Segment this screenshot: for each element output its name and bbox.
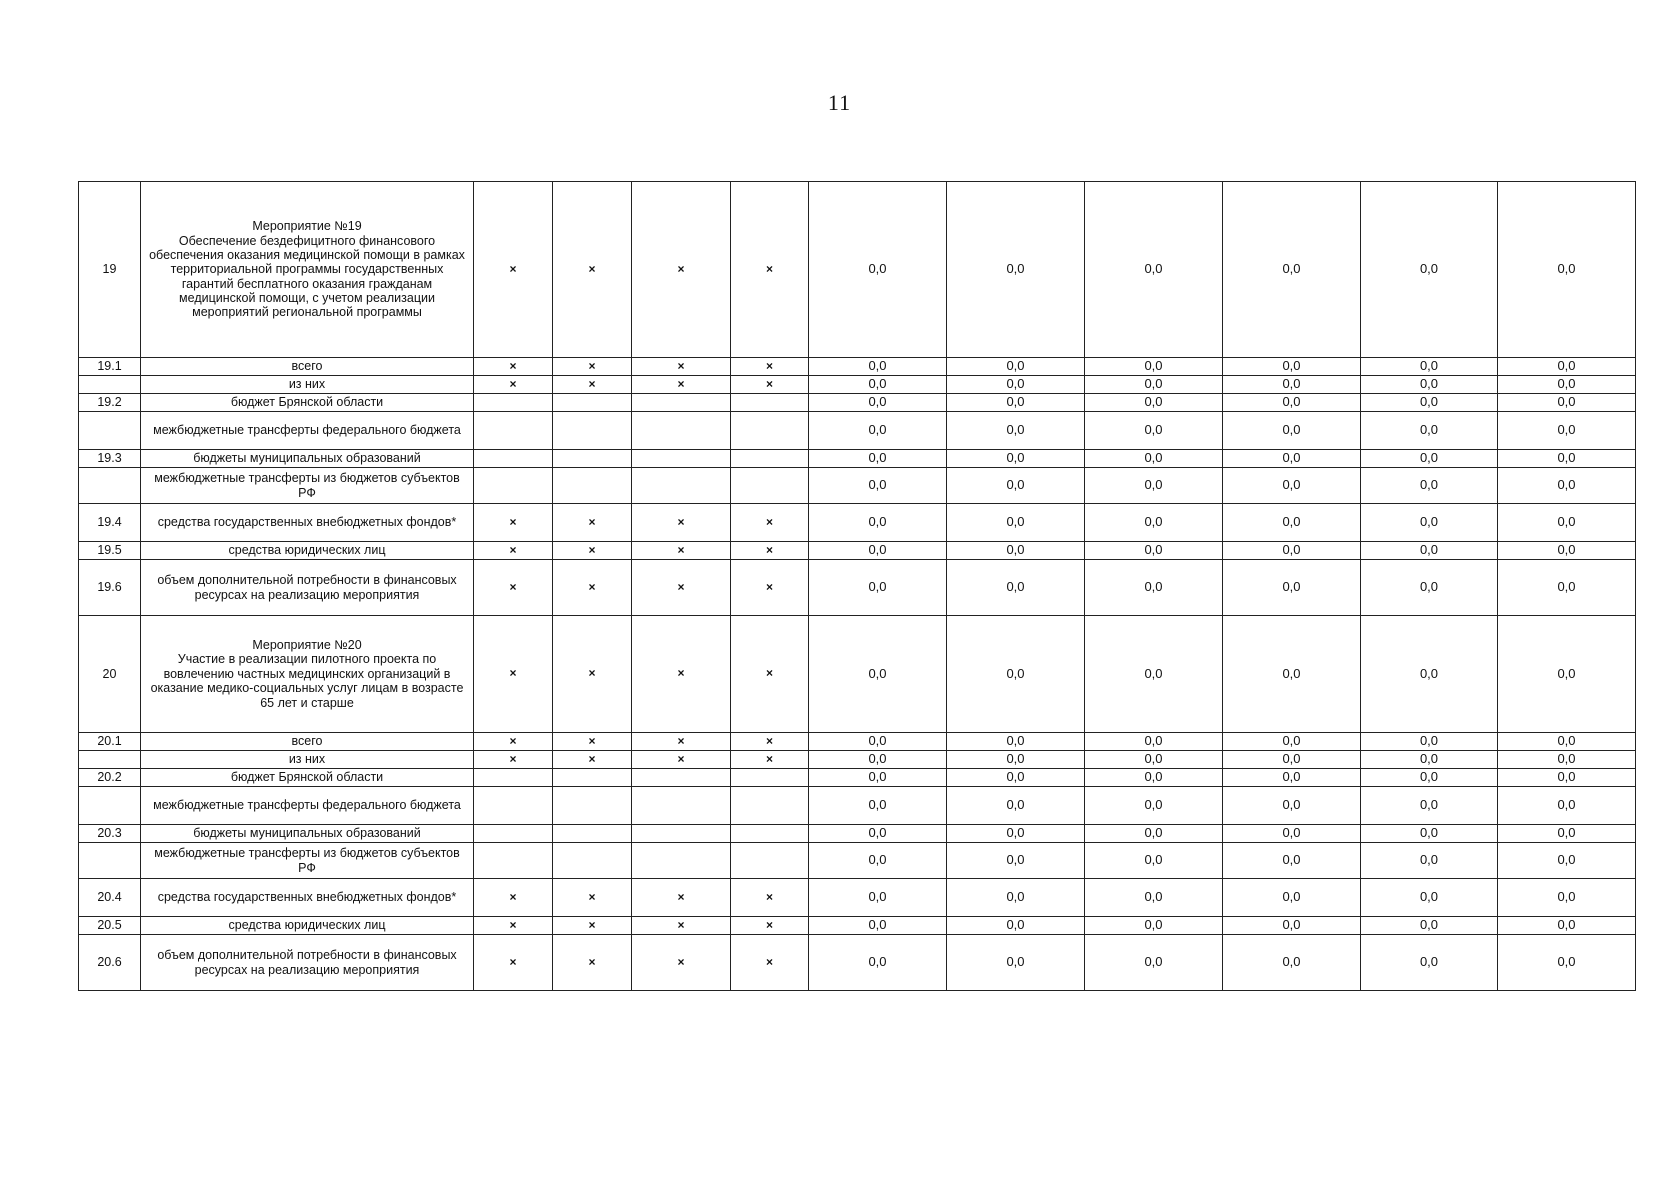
mark-cell: [553, 450, 632, 468]
value-cell: 0,0: [1085, 560, 1223, 616]
value-cell: 0,0: [1498, 560, 1636, 616]
mark-cell: ×: [632, 751, 731, 769]
measure-title: [141, 616, 474, 733]
value-cell: 0,0: [1223, 504, 1361, 542]
row-label: из них: [141, 751, 474, 769]
table-row: [79, 787, 1636, 825]
row-label: средства юридических лиц: [141, 917, 474, 935]
row-code: 20.6: [79, 935, 141, 991]
value-cell: 0,0: [1498, 935, 1636, 991]
value-cell: 0,0: [809, 450, 947, 468]
row-code: 20.2: [79, 769, 141, 787]
mark-cell: ×: [731, 879, 809, 917]
mark-cell: ×: [474, 542, 553, 560]
budget-table-body: [79, 182, 1636, 991]
value-cell: 0,0: [1361, 751, 1498, 769]
value-cell: 0,0: [947, 450, 1085, 468]
value-cell: 0,0: [1223, 542, 1361, 560]
mark-cell: ×: [553, 504, 632, 542]
value-cell: 0,0: [1223, 468, 1361, 504]
table-row: [79, 450, 1636, 468]
value-cell: 0,0: [1361, 843, 1498, 879]
value-cell: 0,0: [1361, 825, 1498, 843]
value-cell: 0,0: [947, 787, 1085, 825]
value-cell: 0,0: [1498, 542, 1636, 560]
value-cell: 0,0: [947, 825, 1085, 843]
value-cell: 0,0: [1498, 412, 1636, 450]
value-cell: 0,0: [1223, 560, 1361, 616]
row-label: бюджеты муниципальных образований: [141, 825, 474, 843]
value-cell: 0,0: [809, 825, 947, 843]
value-cell: 0,0: [1085, 412, 1223, 450]
mark-cell: ×: [731, 560, 809, 616]
value-cell: 0,0: [1223, 843, 1361, 879]
value-cell: 0,0: [1223, 358, 1361, 376]
mark-cell: ×: [474, 616, 553, 733]
row-label: средства юридических лиц: [141, 542, 474, 560]
value-cell: 0,0: [1085, 879, 1223, 917]
value-cell: 0,0: [947, 504, 1085, 542]
value-cell: 0,0: [947, 616, 1085, 733]
value-cell: 0,0: [809, 787, 947, 825]
mark-cell: [474, 825, 553, 843]
mark-cell: ×: [474, 917, 553, 935]
value-cell: 0,0: [1361, 616, 1498, 733]
value-cell: 0,0: [947, 769, 1085, 787]
row-code: 19: [79, 182, 141, 358]
value-cell: 0,0: [947, 935, 1085, 991]
value-cell: 0,0: [947, 376, 1085, 394]
value-cell: 0,0: [1223, 412, 1361, 450]
value-cell: 0,0: [947, 917, 1085, 935]
mark-cell: ×: [553, 917, 632, 935]
value-cell: 0,0: [1085, 751, 1223, 769]
row-code: 19.4: [79, 504, 141, 542]
mark-cell: ×: [553, 560, 632, 616]
budget-table: [78, 181, 1636, 991]
value-cell: 0,0: [1498, 787, 1636, 825]
mark-cell: [474, 450, 553, 468]
mark-cell: ×: [474, 376, 553, 394]
value-cell: 0,0: [1498, 733, 1636, 751]
value-cell: 0,0: [1361, 450, 1498, 468]
table-row: [79, 733, 1636, 751]
table-row: [79, 751, 1636, 769]
mark-cell: ×: [553, 879, 632, 917]
value-cell: 0,0: [809, 542, 947, 560]
row-code: 19.3: [79, 450, 141, 468]
mark-cell: ×: [553, 935, 632, 991]
mark-cell: [632, 394, 731, 412]
value-cell: 0,0: [1361, 468, 1498, 504]
mark-cell: ×: [731, 616, 809, 733]
table-row: [79, 412, 1636, 450]
value-cell: 0,0: [1498, 394, 1636, 412]
value-cell: 0,0: [809, 394, 947, 412]
measure-description: Участие в реализации пилотного проекта по вовлечению частных медицинских организаций в оказание медико-социальных услуг лицам в возрасте 65 лет и старше: [150, 652, 464, 710]
value-cell: 0,0: [1498, 879, 1636, 917]
mark-cell: ×: [474, 879, 553, 917]
row-code: [79, 843, 141, 879]
table-row: [79, 843, 1636, 879]
mark-cell: ×: [474, 751, 553, 769]
value-cell: 0,0: [1223, 733, 1361, 751]
value-cell: 0,0: [809, 935, 947, 991]
row-label: объем дополнительной потребности в финансовых ресурсах на реализацию мероприятия: [141, 935, 474, 991]
table-row: [79, 616, 1636, 733]
value-cell: 0,0: [947, 542, 1085, 560]
value-cell: 0,0: [809, 843, 947, 879]
value-cell: 0,0: [1223, 394, 1361, 412]
value-cell: 0,0: [1498, 843, 1636, 879]
mark-cell: [553, 769, 632, 787]
table-row: [79, 935, 1636, 991]
value-cell: 0,0: [1085, 450, 1223, 468]
row-label: межбюджетные трансферты из бюджетов субъектов РФ: [141, 468, 474, 504]
row-code: [79, 751, 141, 769]
row-label: средства государственных внебюджетных фондов*: [141, 879, 474, 917]
table-row: [79, 560, 1636, 616]
mark-cell: ×: [632, 376, 731, 394]
mark-cell: ×: [553, 733, 632, 751]
mark-cell: ×: [553, 751, 632, 769]
mark-cell: [731, 412, 809, 450]
value-cell: 0,0: [1498, 504, 1636, 542]
row-code: [79, 787, 141, 825]
row-label: бюджет Брянской области: [141, 394, 474, 412]
row-label: средства государственных внебюджетных фондов*: [141, 504, 474, 542]
value-cell: 0,0: [1498, 825, 1636, 843]
value-cell: 0,0: [1085, 358, 1223, 376]
value-cell: 0,0: [809, 560, 947, 616]
value-cell: 0,0: [1498, 376, 1636, 394]
row-code: 20.4: [79, 879, 141, 917]
row-code: 20.5: [79, 917, 141, 935]
mark-cell: [553, 468, 632, 504]
mark-cell: ×: [632, 358, 731, 376]
mark-cell: ×: [474, 182, 553, 358]
mark-cell: [474, 394, 553, 412]
value-cell: 0,0: [1361, 394, 1498, 412]
mark-cell: [474, 843, 553, 879]
value-cell: 0,0: [1361, 787, 1498, 825]
mark-cell: [474, 468, 553, 504]
mark-cell: ×: [731, 376, 809, 394]
value-cell: 0,0: [1361, 358, 1498, 376]
value-cell: 0,0: [1223, 751, 1361, 769]
mark-cell: ×: [474, 358, 553, 376]
row-code: [79, 376, 141, 394]
mark-cell: ×: [632, 733, 731, 751]
row-code: [79, 468, 141, 504]
value-cell: 0,0: [1223, 825, 1361, 843]
value-cell: 0,0: [1085, 376, 1223, 394]
value-cell: 0,0: [809, 468, 947, 504]
value-cell: 0,0: [947, 358, 1085, 376]
value-cell: 0,0: [1361, 769, 1498, 787]
value-cell: 0,0: [1498, 358, 1636, 376]
mark-cell: ×: [474, 935, 553, 991]
value-cell: 0,0: [1498, 468, 1636, 504]
mark-cell: [731, 450, 809, 468]
mark-cell: [553, 394, 632, 412]
value-cell: 0,0: [1085, 182, 1223, 358]
value-cell: 0,0: [1223, 879, 1361, 917]
value-cell: 0,0: [1223, 450, 1361, 468]
value-cell: 0,0: [1361, 376, 1498, 394]
value-cell: 0,0: [1361, 412, 1498, 450]
value-cell: 0,0: [809, 504, 947, 542]
mark-cell: ×: [632, 616, 731, 733]
mark-cell: ×: [731, 935, 809, 991]
page-number: 11: [827, 90, 852, 115]
row-label: объем дополнительной потребности в финансовых ресурсах на реализацию мероприятия: [141, 560, 474, 616]
mark-cell: ×: [731, 751, 809, 769]
row-code: 19.2: [79, 394, 141, 412]
mark-cell: [553, 825, 632, 843]
value-cell: 0,0: [1223, 787, 1361, 825]
mark-cell: ×: [553, 542, 632, 560]
value-cell: 0,0: [947, 733, 1085, 751]
row-label: межбюджетные трансферты федерального бюджета: [141, 412, 474, 450]
mark-cell: [731, 843, 809, 879]
mark-cell: [731, 394, 809, 412]
value-cell: 0,0: [1361, 935, 1498, 991]
measure-heading: Мероприятие №19: [252, 219, 362, 234]
value-cell: 0,0: [1223, 616, 1361, 733]
row-label: из них: [141, 376, 474, 394]
value-cell: 0,0: [947, 843, 1085, 879]
value-cell: 0,0: [1361, 917, 1498, 935]
value-cell: 0,0: [1223, 769, 1361, 787]
row-label: межбюджетные трансферты федерального бюджета: [141, 787, 474, 825]
mark-cell: [553, 412, 632, 450]
row-code: 19.6: [79, 560, 141, 616]
mark-cell: [632, 769, 731, 787]
mark-cell: ×: [553, 182, 632, 358]
value-cell: 0,0: [1085, 542, 1223, 560]
value-cell: 0,0: [1223, 917, 1361, 935]
row-code: 20.1: [79, 733, 141, 751]
row-label: всего: [141, 733, 474, 751]
value-cell: 0,0: [1085, 616, 1223, 733]
mark-cell: [731, 468, 809, 504]
row-code: 20.3: [79, 825, 141, 843]
value-cell: 0,0: [1498, 450, 1636, 468]
value-cell: 0,0: [1085, 935, 1223, 991]
value-cell: 0,0: [809, 769, 947, 787]
value-cell: 0,0: [1085, 825, 1223, 843]
value-cell: 0,0: [1085, 917, 1223, 935]
table-row: [79, 504, 1636, 542]
value-cell: 0,0: [1223, 376, 1361, 394]
value-cell: 0,0: [1361, 542, 1498, 560]
table-row: [79, 358, 1636, 376]
value-cell: 0,0: [947, 182, 1085, 358]
value-cell: 0,0: [1498, 917, 1636, 935]
mark-cell: [632, 412, 731, 450]
value-cell: 0,0: [947, 412, 1085, 450]
table-row: [79, 182, 1636, 358]
mark-cell: ×: [632, 182, 731, 358]
mark-cell: ×: [632, 542, 731, 560]
mark-cell: [632, 450, 731, 468]
mark-cell: ×: [731, 504, 809, 542]
value-cell: 0,0: [947, 879, 1085, 917]
value-cell: 0,0: [809, 376, 947, 394]
row-label: межбюджетные трансферты из бюджетов субъектов РФ: [141, 843, 474, 879]
table-row: [79, 394, 1636, 412]
mark-cell: [731, 825, 809, 843]
measure-description: Обеспечение бездефицитного финансового обеспечения оказания медицинской помощи в рамках территориальной программы государственных гарантий бесплатного оказания гражданам медицинской помощи, с учетом реализации мероприятий региональной программы: [149, 233, 465, 320]
value-cell: 0,0: [1361, 182, 1498, 358]
mark-cell: [474, 787, 553, 825]
value-cell: 0,0: [1085, 733, 1223, 751]
value-cell: 0,0: [809, 733, 947, 751]
table-row: [79, 769, 1636, 787]
mark-cell: ×: [632, 560, 731, 616]
value-cell: 0,0: [1498, 769, 1636, 787]
value-cell: 0,0: [947, 394, 1085, 412]
mark-cell: [632, 787, 731, 825]
table-row: [79, 468, 1636, 504]
mark-cell: ×: [632, 504, 731, 542]
value-cell: 0,0: [947, 751, 1085, 769]
mark-cell: ×: [731, 917, 809, 935]
table-row: [79, 825, 1636, 843]
row-code: 19.1: [79, 358, 141, 376]
value-cell: 0,0: [809, 751, 947, 769]
mark-cell: ×: [553, 376, 632, 394]
value-cell: 0,0: [1361, 504, 1498, 542]
mark-cell: ×: [553, 358, 632, 376]
value-cell: 0,0: [809, 616, 947, 733]
mark-cell: [731, 769, 809, 787]
mark-cell: [632, 843, 731, 879]
row-code: [79, 412, 141, 450]
mark-cell: [553, 787, 632, 825]
value-cell: 0,0: [1361, 560, 1498, 616]
value-cell: 0,0: [809, 182, 947, 358]
value-cell: 0,0: [809, 917, 947, 935]
value-cell: 0,0: [809, 358, 947, 376]
measure-title: [141, 182, 474, 358]
mark-cell: ×: [632, 879, 731, 917]
mark-cell: [474, 412, 553, 450]
value-cell: 0,0: [947, 560, 1085, 616]
value-cell: 0,0: [1223, 935, 1361, 991]
value-cell: 0,0: [1085, 787, 1223, 825]
mark-cell: ×: [632, 935, 731, 991]
table-row: [79, 917, 1636, 935]
mark-cell: ×: [731, 542, 809, 560]
value-cell: 0,0: [1361, 733, 1498, 751]
value-cell: 0,0: [809, 879, 947, 917]
value-cell: 0,0: [809, 412, 947, 450]
mark-cell: [632, 825, 731, 843]
row-label: всего: [141, 358, 474, 376]
value-cell: 0,0: [1498, 751, 1636, 769]
table-row: [79, 879, 1636, 917]
mark-cell: [632, 468, 731, 504]
mark-cell: ×: [474, 733, 553, 751]
mark-cell: [731, 787, 809, 825]
value-cell: 0,0: [1498, 182, 1636, 358]
mark-cell: [553, 843, 632, 879]
mark-cell: ×: [474, 504, 553, 542]
mark-cell: ×: [474, 560, 553, 616]
value-cell: 0,0: [947, 468, 1085, 504]
table-row: [79, 376, 1636, 394]
mark-cell: ×: [632, 917, 731, 935]
value-cell: 0,0: [1085, 843, 1223, 879]
value-cell: 0,0: [1085, 394, 1223, 412]
mark-cell: ×: [553, 616, 632, 733]
row-code: 20: [79, 616, 141, 733]
table-row: [79, 542, 1636, 560]
row-label: бюджет Брянской области: [141, 769, 474, 787]
mark-cell: ×: [731, 358, 809, 376]
value-cell: 0,0: [1085, 769, 1223, 787]
row-label: бюджеты муниципальных образований: [141, 450, 474, 468]
row-code: 19.5: [79, 542, 141, 560]
measure-heading: Мероприятие №20: [252, 638, 362, 653]
value-cell: 0,0: [1223, 182, 1361, 358]
value-cell: 0,0: [1085, 468, 1223, 504]
mark-cell: ×: [731, 182, 809, 358]
value-cell: 0,0: [1498, 616, 1636, 733]
value-cell: 0,0: [1085, 504, 1223, 542]
mark-cell: [474, 769, 553, 787]
mark-cell: ×: [731, 733, 809, 751]
value-cell: 0,0: [1361, 879, 1498, 917]
